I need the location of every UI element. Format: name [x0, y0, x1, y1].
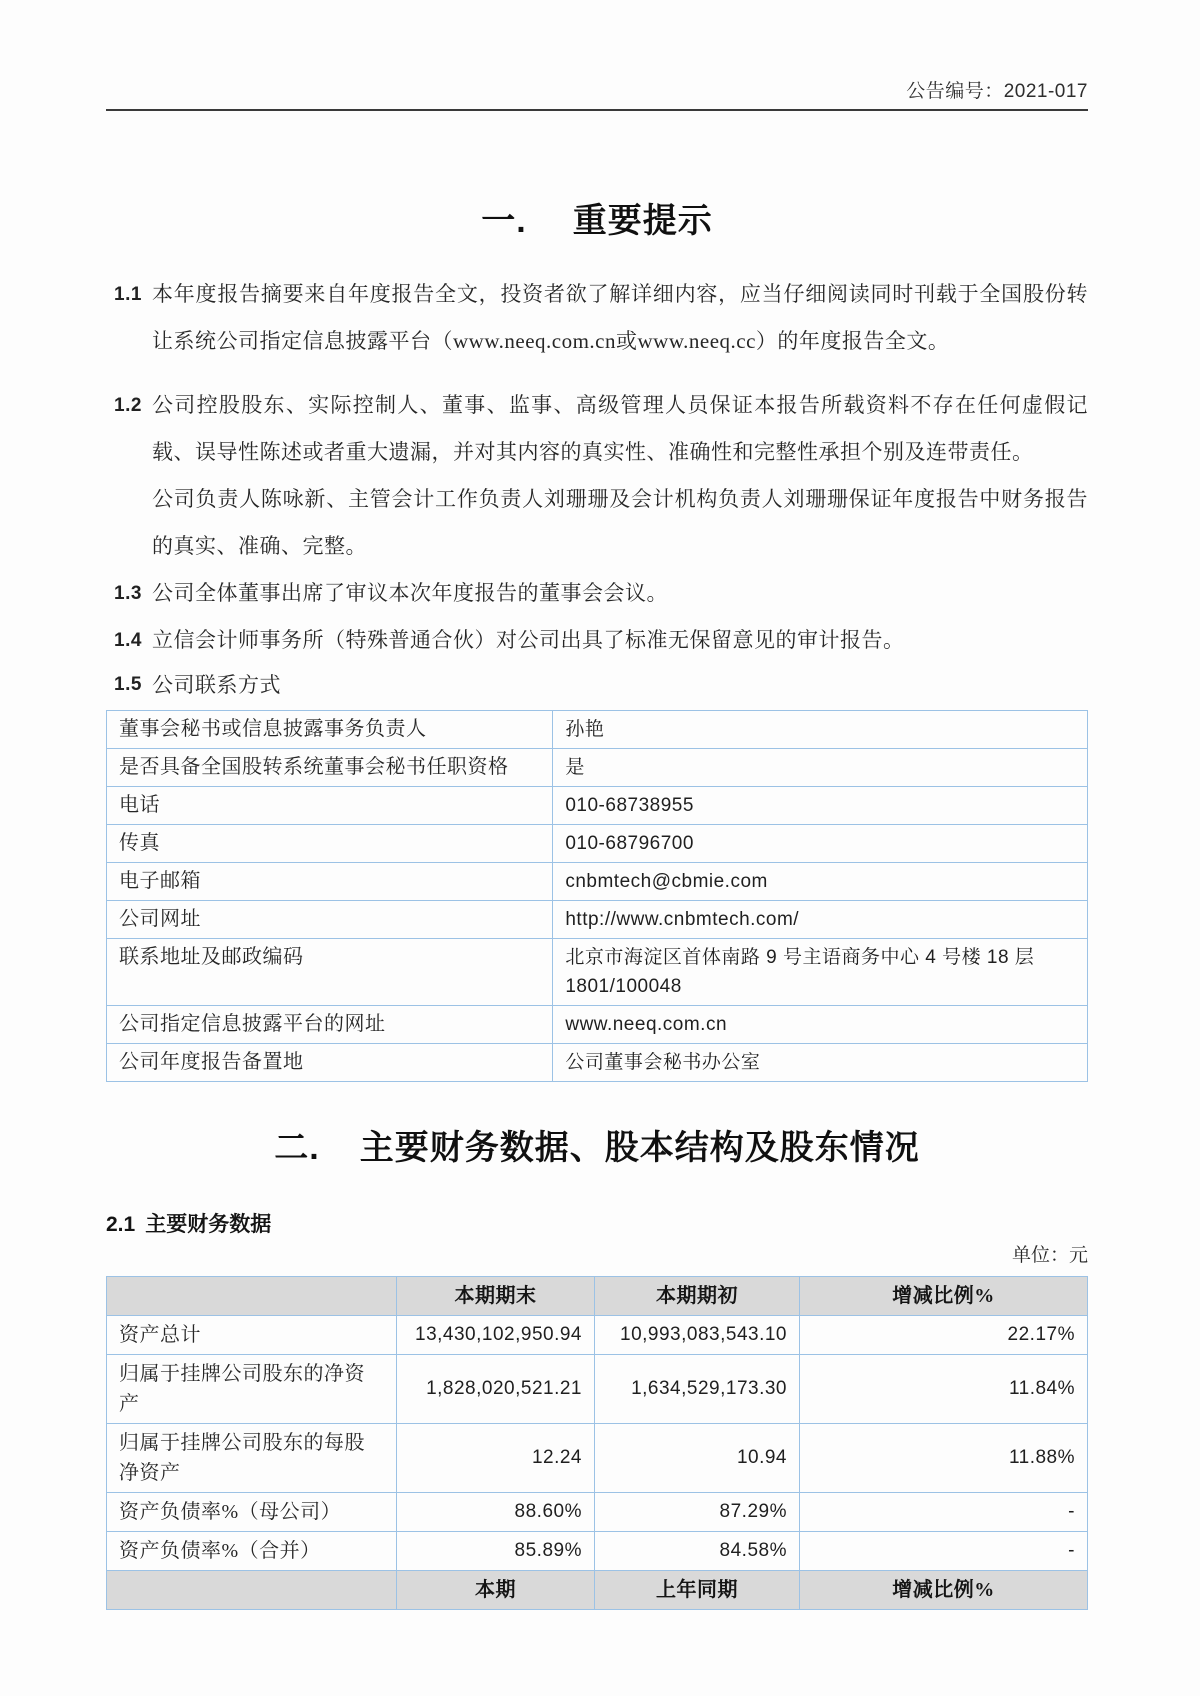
contact-row-fax [107, 825, 1088, 863]
item-1-3-text: 公司全体董事出席了审议本次年度报告的董事会会议。 [152, 581, 668, 605]
unit-label: 单位：元 [1011, 1245, 1088, 1266]
contact-label: 电子邮箱 [107, 863, 553, 901]
fin-row-label: 归属于挂牌公司股东的净资产 [107, 1355, 397, 1424]
contact-row-address [107, 939, 1088, 1006]
fin-footer-row [107, 1571, 1088, 1610]
contact-table [106, 710, 1088, 1082]
fin-footer-change: 增减比例% [800, 1571, 1088, 1610]
item-1-4 [106, 617, 1088, 664]
contact-value: 010-68796700 [553, 825, 1088, 863]
fin-footer-current-period: 本期 [397, 1571, 595, 1610]
section-one-title-text: 重要提示 [572, 202, 713, 240]
contact-value: 010-68738955 [553, 787, 1088, 825]
contact-value: 孙艳 [553, 711, 1088, 749]
contact-row-website [107, 901, 1088, 939]
fin-value-change: 22.17% [800, 1316, 1088, 1355]
contact-value: 北京市海淀区首体南路 9 号主语商务中心 4 号楼 18 层 1801/100048 [553, 939, 1088, 1006]
item-1-2-number: 1.2 [114, 395, 142, 416]
contact-value: 是 [553, 749, 1088, 787]
item-1-5-number: 1.5 [114, 674, 142, 695]
fin-value-current: 1,828,020,521.21 [397, 1355, 595, 1424]
item-1-2 [106, 382, 1088, 570]
fin-row-debt-ratio-parent [107, 1493, 1088, 1532]
fin-value-current: 13,430,102,950.94 [397, 1316, 595, 1355]
fin-value-change: 11.88% [800, 1424, 1088, 1493]
subsection-2-1-heading [106, 1210, 1088, 1240]
item-1-2-text-continued: 公司负责人陈咏新、主管会计工作负责人刘珊珊及会计机构负责人刘珊珊保证年度报告中财务报告的真实、准确、完整。 [152, 487, 1088, 558]
fin-value-prior: 84.58% [595, 1532, 800, 1571]
contact-value: http://www.cnbmtech.com/ [553, 901, 1088, 939]
item-1-4-text: 立信会计师事务所（特殊普通合伙）对公司出具了标准无保留意见的审计报告。 [152, 628, 905, 652]
fin-row-total-assets [107, 1316, 1088, 1355]
item-1-1 [106, 271, 1088, 365]
fin-value-prior: 10,993,083,543.10 [595, 1316, 800, 1355]
fin-header-change: 增减比例% [800, 1277, 1088, 1316]
contact-row-phone [107, 787, 1088, 825]
fin-row-debt-ratio-consolidated [107, 1532, 1088, 1571]
subsection-number: 2.1 [106, 1213, 136, 1236]
item-1-2-text: 公司控股股东、实际控制人、董事、监事、高级管理人员保证本报告所载资料不存在任何虚假记载、误导性陈述或者重大遗漏，并对其内容的真实性、准确性和完整性承担个别及连带责任。 [152, 393, 1088, 464]
contact-label: 电话 [107, 787, 553, 825]
contact-row-disclosure-platform [107, 1006, 1088, 1044]
contact-value: cnbmtech@cbmie.com [553, 863, 1088, 901]
contact-row-email [107, 863, 1088, 901]
contact-label: 联系地址及邮政编码 [107, 939, 553, 1006]
item-1-1-text: 本年度报告摘要来自年度报告全文，投资者欲了解详细内容，应当仔细阅读同时刊载于全国股份转让系统公司指定信息披露平台（www.neeq.com.cn或www.neeq.cc）的年度报告全文。 [152, 282, 1088, 353]
fin-row-label: 资产总计 [107, 1316, 397, 1355]
item-1-3 [106, 570, 1088, 617]
item-1-5-text: 公司联系方式 [152, 673, 281, 697]
fin-header-period-end: 本期期末 [397, 1277, 595, 1316]
contact-row-secretary [107, 711, 1088, 749]
item-1-4-number: 1.4 [114, 630, 142, 651]
item-1-5 [106, 664, 1088, 706]
fin-value-current: 12.24 [397, 1424, 595, 1493]
section-two-title-text: 主要财务数据、股本结构及股东情况 [359, 1129, 920, 1167]
fin-value-change: - [800, 1493, 1088, 1532]
fin-row-label: 资产负债率%（母公司） [107, 1493, 397, 1532]
section-one-title [106, 197, 1088, 245]
contact-value: www.neeq.com.cn [553, 1006, 1088, 1044]
fin-header-row [107, 1277, 1088, 1316]
contact-label: 传真 [107, 825, 553, 863]
contact-label: 董事会秘书或信息披露事务负责人 [107, 711, 553, 749]
contact-label: 公司年度报告备置地 [107, 1044, 553, 1082]
contact-row-qualification [107, 749, 1088, 787]
fin-value-current: 85.89% [397, 1532, 595, 1571]
doc-header [106, 0, 1088, 111]
section-two-title [106, 1124, 1088, 1172]
item-1-3-number: 1.3 [114, 583, 142, 604]
fin-header-blank [107, 1277, 397, 1316]
doc-number: 公告编号：2021-017 [906, 81, 1088, 102]
contact-label: 是否具备全国股转系统董事会秘书任职资格 [107, 749, 553, 787]
subsection-title-text: 主要财务数据 [145, 1213, 272, 1236]
fin-value-prior: 87.29% [595, 1493, 800, 1532]
fin-row-net-assets-per-share [107, 1424, 1088, 1493]
section-two-number: 二. [274, 1129, 320, 1167]
fin-value-change: - [800, 1532, 1088, 1571]
contact-label: 公司网址 [107, 901, 553, 939]
fin-value-change: 11.84% [800, 1355, 1088, 1424]
section-one-number: 一. [481, 202, 527, 240]
financial-table [106, 1276, 1088, 1610]
contact-label: 公司指定信息披露平台的网址 [107, 1006, 553, 1044]
fin-value-current: 88.60% [397, 1493, 595, 1532]
fin-value-prior: 10.94 [595, 1424, 800, 1493]
fin-footer-prior-period: 上年同期 [595, 1571, 800, 1610]
fin-header-period-start: 本期期初 [595, 1277, 800, 1316]
fin-value-prior: 1,634,529,173.30 [595, 1355, 800, 1424]
fin-footer-blank [107, 1571, 397, 1610]
contact-row-report-location [107, 1044, 1088, 1082]
fin-row-label: 资产负债率%（合并） [107, 1532, 397, 1571]
contact-value: 公司董事会秘书办公室 [553, 1044, 1088, 1082]
item-1-1-number: 1.1 [114, 284, 142, 305]
fin-row-net-assets [107, 1355, 1088, 1424]
fin-row-label: 归属于挂牌公司股东的每股净资产 [107, 1424, 397, 1493]
